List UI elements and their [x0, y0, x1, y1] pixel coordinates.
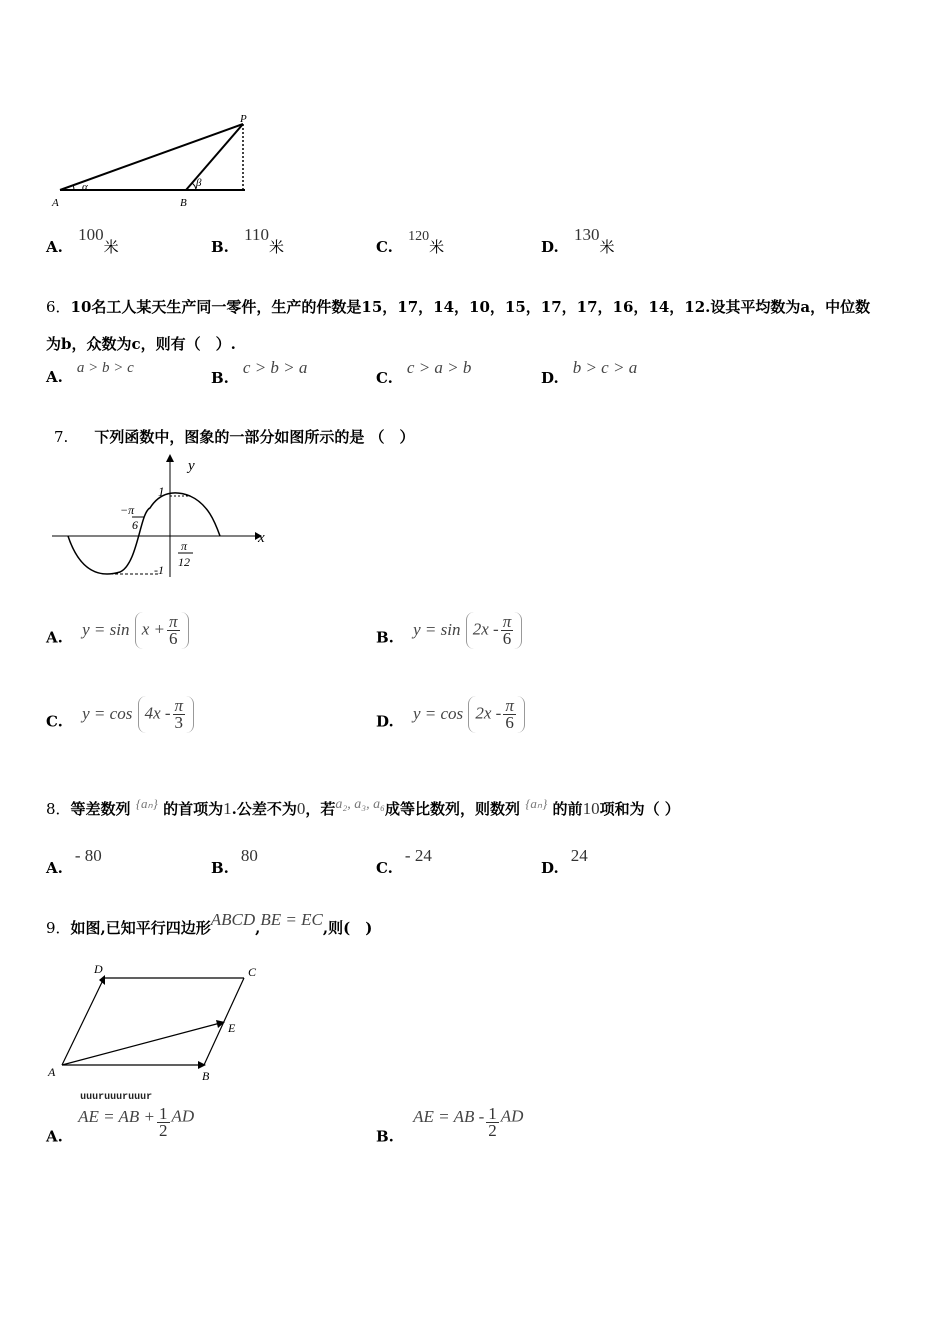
func-arg: 2x - [472, 619, 499, 639]
func-prefix: y = cos [412, 703, 464, 723]
math-abcd: ABCD [210, 910, 256, 929]
q8-option-a[interactable] [46, 846, 102, 878]
vector-ad: AD [500, 1106, 524, 1126]
option-value: 100 [78, 225, 104, 244]
q9-option-a[interactable] [46, 1092, 195, 1146]
frac-num: 1 [159, 1104, 168, 1123]
frac-num: π [168, 612, 178, 631]
text: 项和为（ ） [599, 800, 680, 818]
tick-neg-pi: −π [120, 503, 135, 517]
q7-option-d[interactable] [376, 696, 525, 741]
text: 等差数列 [70, 800, 131, 818]
vector-expr: AE = AB + [78, 1106, 156, 1126]
frac-num: π [174, 696, 184, 715]
option-value: 120 [408, 229, 430, 244]
option-value: 130 [573, 225, 600, 244]
q8-option-d[interactable] [541, 846, 588, 878]
option-letter: A. [46, 238, 63, 256]
question-number: 8． [46, 800, 71, 818]
q6-option-a[interactable] [46, 360, 134, 387]
option-letter: C. [376, 859, 393, 877]
text: , [255, 919, 261, 937]
option-value: 80 [240, 846, 258, 865]
q5-option-a[interactable] [46, 225, 119, 257]
frac-den: 2 [159, 1121, 168, 1140]
option-value: 110 [244, 225, 270, 244]
math-condition: BE = EC [260, 910, 323, 929]
tick-six: 6 [132, 518, 138, 532]
q5-option-c[interactable] [376, 229, 445, 257]
option-letter: B. [211, 238, 229, 256]
y-label: y [188, 458, 195, 474]
q6-line1 [46, 296, 870, 317]
text: ,则( ) [322, 919, 373, 937]
frac-num: π [502, 612, 512, 631]
question-number: 6． [46, 298, 71, 316]
frac-num: 1 [488, 1104, 497, 1123]
label-b: B [202, 1069, 210, 1083]
option-letter: A. [46, 1127, 63, 1146]
terms-symbol: a₂, a₃, a₆ [335, 797, 385, 812]
option-value: 24 [570, 846, 588, 865]
q6-line2: 为b，众数为c，则有（ ）. [46, 335, 236, 353]
option-letter: D. [541, 238, 559, 256]
option-unit: 米 [103, 238, 119, 256]
q9-option-b[interactable] [376, 1096, 523, 1146]
option-letter: D. [376, 712, 394, 731]
tick-twelve: 12 [178, 555, 190, 569]
q5-option-b[interactable] [211, 225, 285, 257]
label-beta: β [196, 177, 202, 189]
q5-option-d[interactable] [541, 225, 615, 257]
q6-option-c[interactable] [376, 358, 472, 388]
label-d: D [94, 962, 103, 976]
func-prefix: y = cos [82, 703, 133, 723]
triangle-figure [40, 110, 260, 210]
tick-one: 1 [158, 484, 165, 499]
text: 的首项为 [163, 800, 224, 818]
question-text: 10名工人某天生产同一零件，生产的件数是15，17，14，10，15，17，17，16，14，12.设其平均数为a，中位数 [70, 298, 871, 316]
question-number: 9． [46, 919, 71, 937]
q8-option-c[interactable] [376, 846, 432, 878]
option-expr: c > b > a [242, 358, 308, 377]
option-expr: a > b > c [76, 360, 134, 376]
option-unit: 米 [429, 238, 445, 256]
sequence-symbol: {aₙ} [135, 796, 158, 811]
q7-question [54, 426, 415, 447]
func-prefix: y = sin [413, 619, 461, 639]
label-a: A [52, 197, 59, 209]
parallelogram-figure [44, 958, 274, 1086]
option-letter: D. [541, 369, 559, 387]
label-a: A [48, 1065, 56, 1079]
text: 的前 [552, 800, 583, 818]
func-arg: 2x - [475, 703, 502, 723]
frac-den: 3 [174, 713, 184, 732]
option-letter: A. [46, 628, 63, 647]
frac-den: 6 [169, 629, 178, 648]
frac-den: 6 [505, 713, 514, 732]
label-b: B [180, 197, 187, 209]
question-text: 下列函数中，图象的一部分如图所示的是 （ ） [94, 428, 415, 446]
math-zero: 0 [296, 799, 306, 818]
question-number: 7. [54, 428, 69, 446]
vector-expr: AE = AB - [413, 1106, 485, 1126]
option-expr: b > c > a [572, 358, 638, 377]
q9-question [46, 910, 373, 938]
option-letter: C. [376, 369, 393, 387]
option-letter: C. [376, 238, 393, 256]
text: ，若 [305, 800, 336, 818]
label-c: C [248, 965, 257, 979]
option-letter: A. [46, 368, 63, 386]
option-letter: B. [211, 859, 229, 877]
q8-question [46, 798, 680, 819]
option-value: - 80 [74, 846, 102, 865]
option-value: - 24 [404, 846, 432, 865]
option-expr: c > a > b [406, 358, 472, 377]
math-ten: 10 [582, 799, 600, 818]
label-p: P [240, 113, 247, 125]
frac-den: 6 [502, 629, 512, 648]
text: 如图,已知平行四边形 [70, 919, 211, 937]
text: .公差不为 [231, 800, 297, 818]
q7-option-b[interactable] [376, 612, 522, 657]
tick-neg-one: -1 [154, 563, 164, 577]
q7-option-a[interactable] [46, 612, 189, 657]
sequence-symbol: {aₙ} [525, 796, 548, 811]
math-one: 1 [223, 799, 232, 818]
q7-option-c[interactable] [46, 696, 194, 741]
label-alpha: α [82, 181, 88, 193]
option-unit: 米 [269, 238, 285, 256]
vector-marks: uuuruuuruuur [80, 1092, 153, 1103]
tick-pi: π [181, 539, 188, 553]
frac-den: 2 [488, 1121, 497, 1140]
text: 成等比数列，则数列 [384, 800, 520, 818]
option-letter: B. [211, 369, 229, 387]
option-letter: B. [376, 1127, 394, 1146]
option-unit: 米 [599, 238, 615, 256]
option-letter: B. [376, 628, 394, 647]
sine-graph-figure [50, 452, 275, 582]
option-letter: C. [46, 712, 63, 731]
func-prefix: y = sin [82, 619, 130, 639]
vector-ad: AD [171, 1106, 195, 1126]
option-letter: A. [46, 859, 63, 877]
label-e: E [228, 1021, 236, 1035]
func-arg: x + [141, 619, 165, 639]
sine-curve [68, 493, 220, 574]
q6-option-b[interactable] [211, 358, 308, 388]
x-label: x [258, 530, 265, 546]
option-letter: D. [541, 859, 559, 877]
q8-option-b[interactable] [211, 846, 258, 878]
func-arg: 4x - [144, 703, 171, 723]
frac-num: π [505, 696, 514, 715]
q6-option-d[interactable] [541, 358, 638, 388]
